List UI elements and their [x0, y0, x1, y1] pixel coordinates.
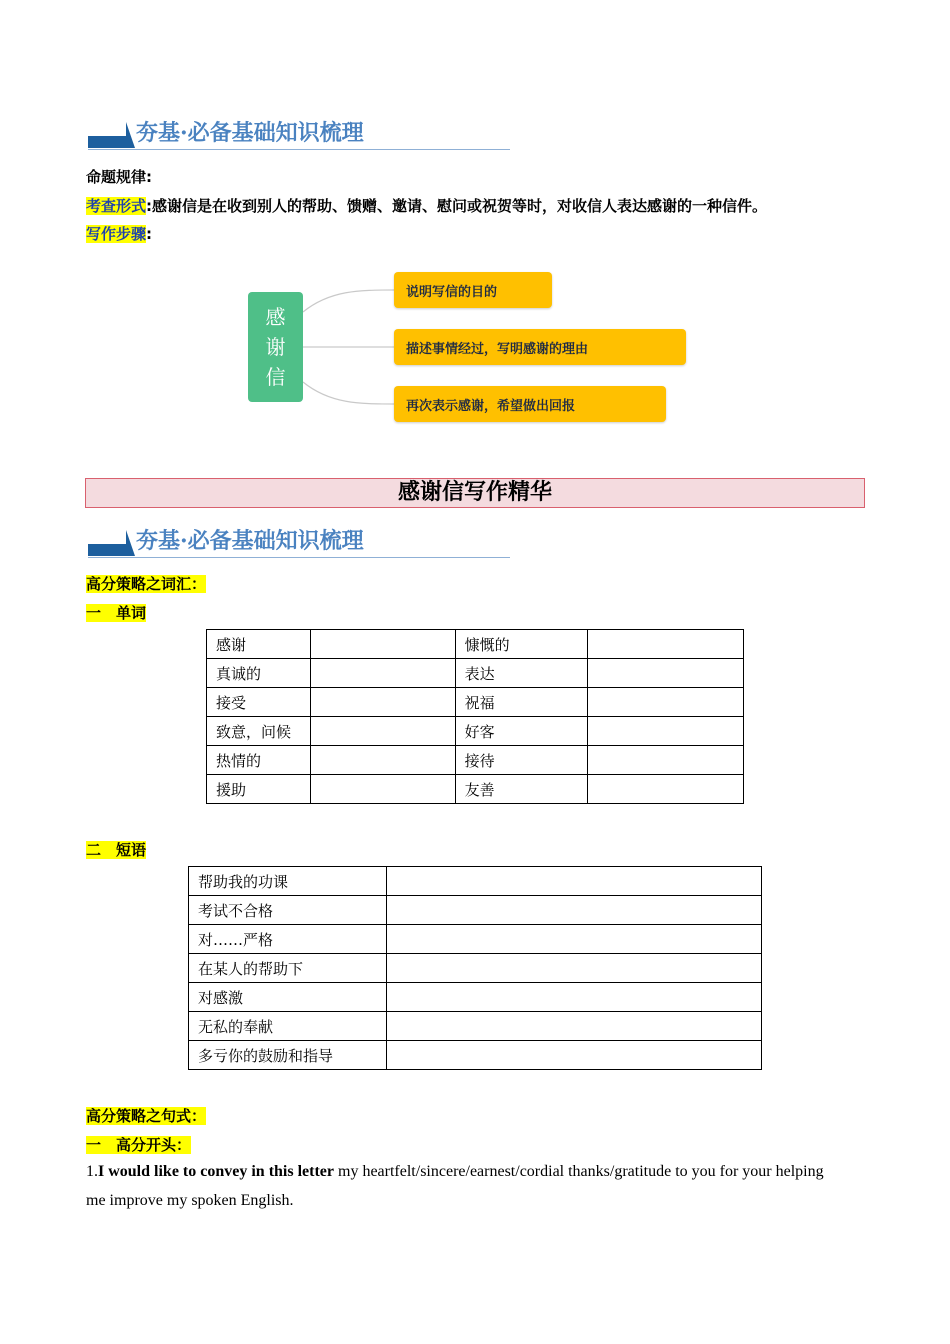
answer-cell[interactable] [310, 688, 455, 717]
banner-bar [88, 544, 126, 556]
phrase-cell: 在某人的帮助下 [189, 954, 387, 983]
word-cell: 表达 [455, 659, 588, 688]
word-cell: 感谢 [207, 630, 311, 659]
steps-label: 写作步骤 [86, 225, 147, 243]
exam-form-label: 考查形式 [86, 197, 147, 215]
banner-text: 夯基·必备基础知识梳理 [136, 528, 364, 554]
phrase-cell: 帮助我的功课 [189, 867, 387, 896]
vocab-heading-text: 高分策略之词汇： [86, 575, 207, 593]
words-heading [86, 602, 146, 623]
phrase-cell: 无私的奉献 [189, 1012, 387, 1041]
answer-cell[interactable] [310, 630, 455, 659]
word-cell: 接待 [455, 746, 588, 775]
sentences-heading [86, 1105, 206, 1126]
words-row [207, 659, 744, 688]
section-banner-2 [88, 530, 510, 562]
example-sentence-line-1 [86, 1157, 876, 1186]
opening-heading [86, 1134, 191, 1155]
exam-form-text: 感谢信是在收到别人的帮助、馈赠、邀请、慰问或祝贺等时，对收信人表达感谢的一种信件。 [152, 197, 768, 215]
phrases-row [189, 1041, 762, 1070]
words-row [207, 717, 744, 746]
mindmap-root [248, 292, 303, 402]
word-cell: 好客 [455, 717, 588, 746]
phrases-row [189, 867, 762, 896]
answer-cell[interactable] [310, 659, 455, 688]
answer-cell[interactable] [588, 630, 744, 659]
answer-cell[interactable] [386, 896, 761, 925]
word-cell: 真诚的 [207, 659, 311, 688]
words-row [207, 775, 744, 804]
opening-heading-text: 一 高分开头： [86, 1136, 192, 1154]
example-rest-1: my heartfelt/sincere/earnest/cordial thanks/gratitude to you for your helping [334, 1163, 824, 1180]
answer-cell[interactable] [386, 1012, 761, 1041]
answer-cell[interactable] [310, 746, 455, 775]
answer-cell[interactable] [386, 1041, 761, 1070]
phrase-cell: 对……严格 [189, 925, 387, 954]
answer-cell[interactable] [386, 983, 761, 1012]
word-cell: 致意，问候 [207, 717, 311, 746]
phrases-row [189, 1012, 762, 1041]
answer-cell[interactable] [588, 746, 744, 775]
example-number: 1. [86, 1163, 98, 1180]
phrases-row [189, 896, 762, 925]
phrases-heading [86, 839, 146, 860]
word-cell: 友善 [455, 775, 588, 804]
word-cell: 祝福 [455, 688, 588, 717]
answer-cell[interactable] [386, 867, 761, 896]
exam-form-colon: : [146, 197, 153, 215]
word-cell: 接受 [207, 688, 311, 717]
example-sentence-line-2: me improve my spoken English. [86, 1192, 294, 1209]
banner-triangle [126, 530, 135, 556]
mindmap-branch-purpose: 说明写信的目的 [394, 272, 552, 308]
phrases-row [189, 983, 762, 1012]
mindmap-root-char-3: 信 [265, 365, 286, 389]
phrases-table [188, 866, 762, 1070]
phrases-row [189, 954, 762, 983]
answer-cell[interactable] [386, 925, 761, 954]
words-row [207, 630, 744, 659]
answer-cell[interactable] [588, 688, 744, 717]
word-cell: 援助 [207, 775, 311, 804]
word-cell: 热情的 [207, 746, 311, 775]
banner-underline [88, 557, 510, 558]
steps-colon: : [146, 225, 153, 243]
answer-cell[interactable] [310, 775, 455, 804]
mindmap-branch-thanks-again: 再次表示感谢，希望做出回报 [394, 386, 666, 422]
mindmap-branch-reason: 描述事情经过，写明感谢的理由 [394, 329, 686, 365]
mindmap-root-char-2: 谢 [265, 335, 286, 359]
rule-label: 命题规律: [86, 168, 152, 186]
words-row [207, 746, 744, 775]
answer-cell[interactable] [386, 954, 761, 983]
words-table [206, 629, 744, 804]
answer-cell[interactable] [588, 659, 744, 688]
phrase-cell: 考试不合格 [189, 896, 387, 925]
banner-text: 夯基·必备基础知识梳理 [136, 120, 364, 146]
phrases-row [189, 925, 762, 954]
mindmap-root-char-1: 感 [265, 305, 286, 329]
essence-title: 感谢信写作精华 [85, 478, 865, 508]
words-heading-text: 一 单词 [86, 604, 147, 622]
answer-cell[interactable] [588, 775, 744, 804]
answer-cell[interactable] [588, 717, 744, 746]
phrases-heading-text: 二 短语 [86, 841, 147, 859]
words-row [207, 688, 744, 717]
phrase-cell: 对感激 [189, 983, 387, 1012]
answer-cell[interactable] [310, 717, 455, 746]
word-cell: 慷慨的 [455, 630, 588, 659]
phrase-cell: 多亏你的鼓励和指导 [189, 1041, 387, 1070]
example-bold-phrase: I would like to convey in this letter [98, 1163, 334, 1180]
sentences-heading-text: 高分策略之句式： [86, 1107, 207, 1125]
vocab-heading [86, 573, 206, 594]
